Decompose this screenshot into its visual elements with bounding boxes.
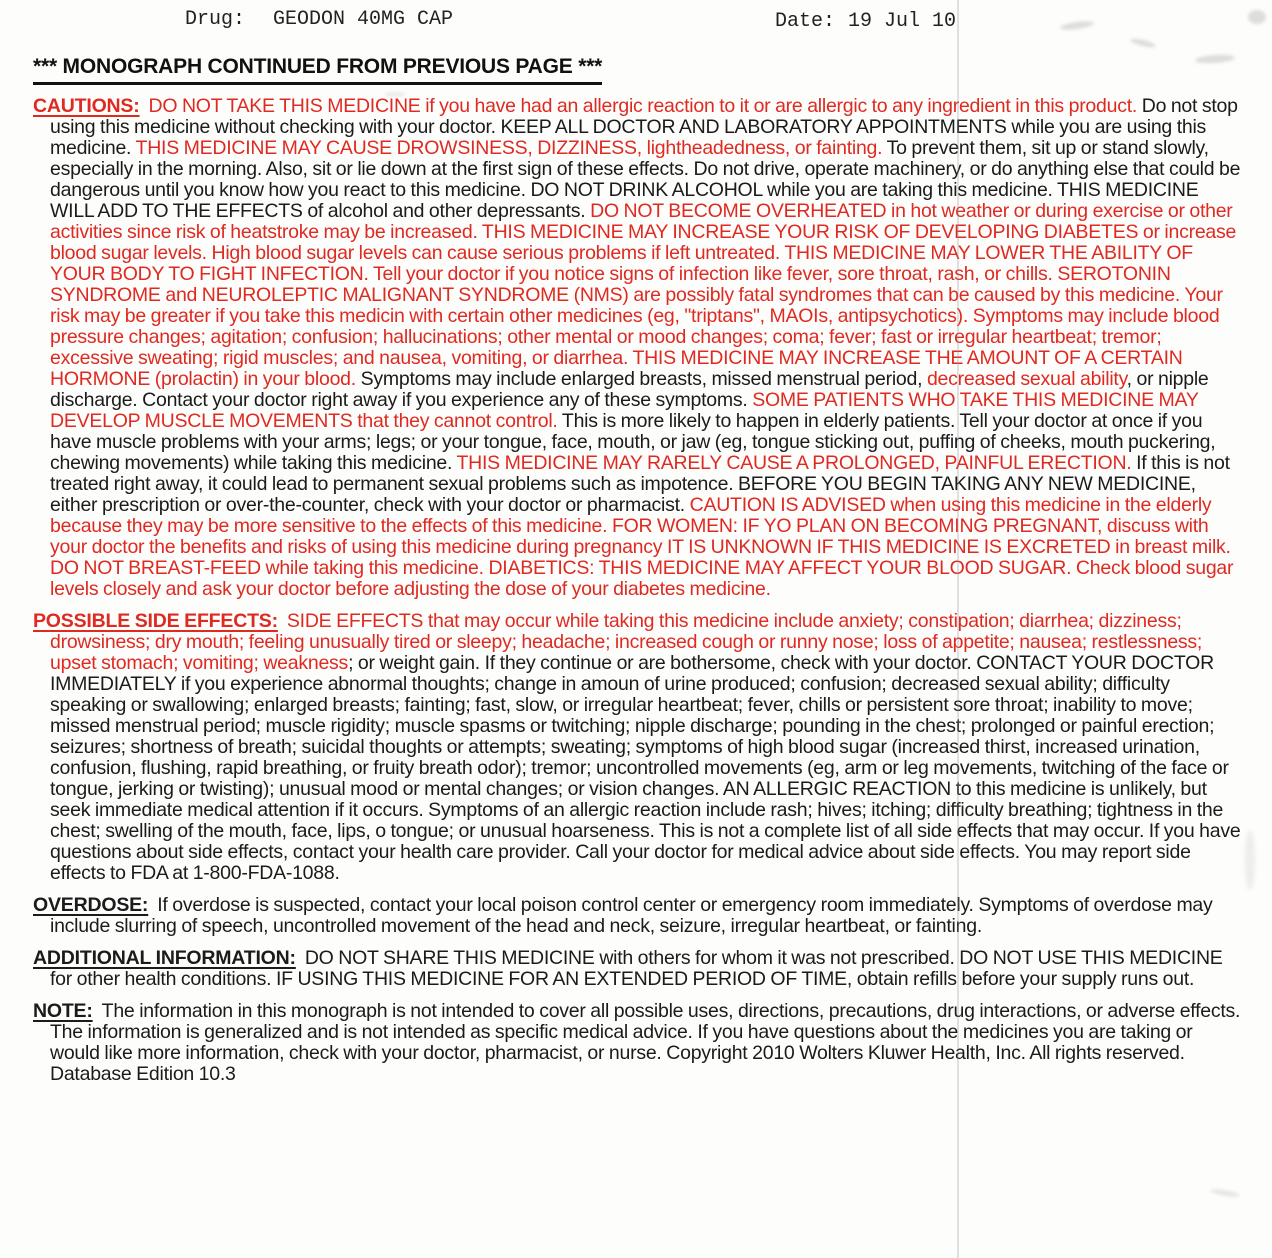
text-segment: THIS MEDICINE MAY CAUSE DROWSINESS, DIZZINESS, lightheadedness, or fainting. xyxy=(131,137,883,159)
section-heading-possible-side-effects: POSSIBLE SIDE EFFECTS: xyxy=(33,610,278,632)
section-heading-cautions: CAUTIONS: xyxy=(33,95,140,117)
section-heading-note: NOTE: xyxy=(33,1000,93,1022)
section-heading-additional-information: ADDITIONAL INFORMATION: xyxy=(33,947,296,969)
drug-value: GEODON 40MG CAP xyxy=(273,8,454,31)
scan-smudge xyxy=(1245,830,1255,890)
text-segment: THIS MEDICINE MAY RARELY CAUSE A PROLONGED, PAINFUL ERECTION. xyxy=(456,452,1132,474)
text-segment: DO NOT BECOME OVERHEATED in hot weather or during exercise or other activities since risk of heatstroke may be increased. THIS MEDICINE MAY INCREASE YOUR RISK OF DEVELOPING DIABETES or increase blood sugar levels. High blood sugar levels can cause serious problems if left untreated. THIS MEDICINE MAY LOWER THE ABILITY OF YOUR BODY TO FIGHT INFECTION. Tell your doctor if you notice signs of infection like fever, sore throat, rash, or chills. SEROTONIN SYNDROME and NEUROLEPTIC MALIGNANT SYNDROME (NMS) are possibly fatal syndromes that can be caused by this medicine. Your risk may be greater if you take this medicin with certain other medicines (eg, "triptans", MAOIs, antipsychotics). Symptoms may include blood pressure changes; agitation; confusion; hallucinations; other mental or mood changes; coma; fever; fast or irregular heartbeat; tremor; excessive sweating; rigid muscles; and nausea, vomiting, or diarrhea. THIS MEDICINE MAY INCREASE THE AMOUNT OF A CERTAIN HORMONE (prolactin) in your blood. xyxy=(50,200,1237,390)
text-segment: decreased sexual ability xyxy=(926,368,1127,390)
text-segment: Do not stop using this medicine without checking with your doctor. KEEP ALL DOCTOR AND LABORATORY APPOINTMENTS while you are using this medicine. xyxy=(50,95,1238,159)
text-segment: If overdose is suspected, contact your local poison control center or emergency room immediately. Symptoms of overdose may include slurring of speech, uncontrolled movement of the head and neck, seizure, irregular heartbeat, or fainting. xyxy=(50,894,1213,937)
text-segment: DO NOT TAKE THIS MEDICINE if you have had an allergic reaction to it or are allergic to any ingredient in this product. xyxy=(148,95,1138,117)
text-segment: SIDE EFFECTS that may occur while taking this medicine include anxiety; constipation; diarrhea; dizziness; drowsiness; dry mouth; feeling unusually tired or sleepy; headache; increased cough or runny nose; loss of appetite; nausea; restlessness; upset stomach; vomiting; weakness xyxy=(50,610,1203,674)
sections xyxy=(33,96,1245,1096)
text-segment: , or nipple discharge. Contact your doctor right away if you experience any of these symptoms. xyxy=(50,368,1209,411)
text-segment: Symptoms may include enlarged breasts, missed menstrual period, xyxy=(355,368,927,390)
scan-smudge xyxy=(1130,37,1157,49)
section-additional-information xyxy=(33,948,1245,990)
text-segment: CAUTION IS ADVISED when using this medicine in the elderly because they may be more sensitive to the effects of this medicine. FOR WOMEN: IF YO PLAN ON BECOMING PREGNANT, discuss with your doctor the benefits and risks of using this medicine during pregnancy IT IS UNKNOWN IF THIS MEDICINE IS EXCRETED in breast milk. DO NOT BREAST-FEED while taking this medicine. DIABETICS: THIS MEDICINE MAY AFFECT YOUR BLOOD SUGAR. Check blood sugar levels closely and ask your doctor before adjusting the dose of your diabetes medicine. xyxy=(50,494,1234,600)
document-header xyxy=(0,8,1272,36)
text-segment: DO NOT SHARE THIS MEDICINE with others for whom it was not prescribed. DO NOT USE THIS MEDICINE for other health conditions. IF USING THIS MEDICINE FOR AN EXTENDED PERIOD OF TIME, obtain refills before your supply runs out. xyxy=(50,947,1223,990)
text-segment: To prevent them, sit up or stand slowly, especially in the morning. Also, sit or lie down at the first sign of these effects. Do not drive, operate machinery, or do anything else that could be dangerous until you know how you react to this medicine. DO NOT DRINK ALCOHOL while you are taking this medicine. THIS MEDICINE WILL ADD TO THE EFFECTS of alcohol and other depressants. xyxy=(50,137,1241,222)
drug-label: Drug: xyxy=(185,8,246,31)
section-heading-overdose: OVERDOSE: xyxy=(33,894,149,916)
text-segment: If this is not treated right away, it could lead to permanent sexual problems such as impotence. BEFORE YOU BEGIN TAKING ANY NEW MEDICINE, either prescription or over-the-counter, check with your doctor or pharmacist. xyxy=(50,452,1230,516)
date-value: 19 Jul 10 xyxy=(848,10,957,33)
text-segment: SOME PATIENTS WHO TAKE THIS MEDICINE MAY DEVELOP MUSCLE MOVEMENTS that they cannot control. xyxy=(50,389,1199,432)
section-overdose xyxy=(33,895,1245,937)
text-segment: ; or weight gain. If they continue or are bothersome, check with your doctor. CONTACT YOUR DOCTOR IMMEDIATELY if you experience abnormal thoughts; change in amoun of urine produced; confusion; decreased sexual ability; difficulty speaking or swallowing; enlarged breasts; fainting; fast, slow, or irregular heartbeat; fever, chills or persistent sore throat; inability to move; missed menstrual period; muscle rigidity; muscle spasms or twitching; nipple discharge; pounding in the chest; prolonged or painful erection; seizures; shortness of breath; suicidal thoughts or attempts; sweating; symptoms of high blood sugar (increased thirst, increased urination, confusion, flushing, rapid breathing, or fruity breath odor); tremor; uncontrolled movements (eg, arm or leg movements, twitching of the face or tongue, jerking or twisting); unusual mood or mental changes; or vision changes. AN ALLERGIC REACTION to this medicine is unlikely, but seek immediate medical attention if it occurs. Symptoms of an allergic reaction include rash; hives; itching; difficulty breathing; tightness in the chest; swelling of the mouth, face, lips, o tongue; or unusual hoarseness. This is not a complete list of all side effects that may occur. If you have questions about side effects, contact your health care provider. Call your doctor for medical advice about side effects. You may report side effects to FDA at 1-800-FDA-1088. xyxy=(50,652,1241,884)
section-note xyxy=(33,1001,1245,1085)
page-title: *** MONOGRAPH CONTINUED FROM PREVIOUS PAGE *** xyxy=(33,55,602,85)
text-segment: The information in this monograph is not intended to cover all possible uses, directions, precautions, drug interactions, or adverse effects. The information is generalized and is not intended as specific medical advice. If you have questions about the medicines you are taking or would like more information, check with your doctor, pharmacist, or nurse. Copyright 2010 Wolters Kluwer Health, Inc. All rights reserved. Database Edition 10.3 xyxy=(50,1000,1241,1085)
text-segment: This is more likely to happen in elderly patients. Tell your doctor at once if you have muscle problems with your arms; legs; or your tongue, face, mouth, or jaw (eg, tongue sticking out, puffing of cheeks, mouth puckering, chewing movements) while taking this medicine. xyxy=(50,410,1216,474)
section-possible-side-effects xyxy=(33,611,1245,884)
date-label: Date: xyxy=(775,10,836,33)
scan-smudge xyxy=(1195,54,1235,65)
scan-smudge xyxy=(1210,1187,1241,1198)
section-cautions xyxy=(33,96,1245,600)
